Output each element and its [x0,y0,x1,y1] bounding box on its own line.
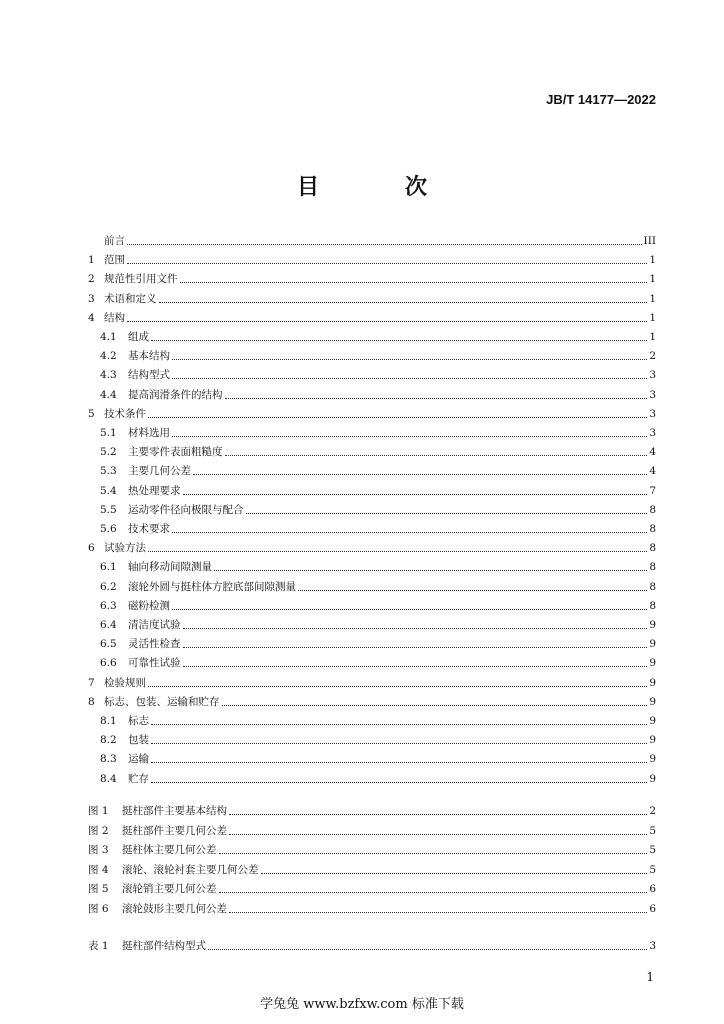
entry-number: 4 [88,311,95,324]
entry-page: 8 [649,561,656,574]
entry-page: 2 [649,805,656,817]
entry-page: 1 [649,311,656,324]
entry-number: 6.1 [100,561,117,574]
entry-page: 9 [649,638,656,651]
toc-entry[interactable] [88,691,656,709]
entry-page: 6 [649,903,656,915]
toc-entry[interactable] [100,633,656,651]
entry-page: 1 [649,254,656,267]
entry-label: 轴向移动间隙测量 [128,561,212,574]
dot-leader [172,531,647,533]
dot-leader [229,813,647,815]
entry-page: 2 [649,350,656,363]
figure-entry[interactable] [88,878,656,896]
toc-entry[interactable] [100,518,656,536]
entry-page: 3 [649,369,656,382]
dot-leader [151,742,647,744]
entry-page: 9 [649,695,656,708]
dot-leader [183,646,648,648]
entry-label: 运动零件径向极限与配合 [128,503,244,516]
entry-label: 挺柱体主要几何公差 [122,844,217,857]
entry-number: 6.3 [100,599,117,612]
entry-page: 9 [649,772,656,785]
entry-page: 9 [649,676,656,689]
dot-leader [159,301,648,303]
entry-number: 8.2 [100,734,117,747]
entry-number: 图 1 [88,805,109,817]
toc-entry[interactable] [100,326,656,344]
entry-number: 6.5 [100,638,117,651]
toc-entry[interactable] [100,499,656,517]
toc-entry[interactable] [88,403,656,421]
entry-label: 清洁度试验 [128,619,181,631]
entry-number: 4.2 [100,350,117,363]
dot-leader [151,723,647,725]
dot-leader [127,262,647,264]
entry-label: 基本结构 [128,350,170,363]
entry-label: 结构型式 [128,369,170,382]
entry-page: 1 [649,292,656,305]
toc-entry[interactable] [100,576,656,594]
toc-entry[interactable] [100,614,656,632]
entry-number: 3 [88,292,95,305]
entry-page: 8 [649,503,656,516]
entry-label: 材料选用 [128,427,170,439]
figure-entry[interactable] [88,839,656,857]
entry-label: 挺柱部件主要几何公差 [122,824,227,837]
dot-leader [183,493,648,495]
entry-number: 图 3 [88,844,109,857]
entry-number: 6.2 [100,580,117,593]
toc-entry[interactable] [100,768,656,786]
entry-page: 8 [649,542,656,555]
entry-page: 3 [649,388,656,401]
entry-number: 5.6 [100,523,117,535]
entry-label: 贮存 [128,772,149,785]
figure-entry[interactable] [88,859,656,877]
entry-label: 前言 [104,235,125,247]
entry-page: 9 [649,657,656,670]
entry-number: 图 4 [88,863,109,876]
entry-page: 6 [649,883,656,896]
entry-page: 8 [649,599,656,612]
entry-page: 8 [649,580,656,593]
dot-leader [180,281,648,283]
dot-leader [193,473,647,475]
toc-entry[interactable] [100,422,656,440]
entry-number: 8 [88,695,95,708]
entry-page: 9 [649,619,656,631]
entry-page: 8 [649,523,656,535]
toc-entry[interactable] [100,652,656,670]
entry-number: 图 6 [88,903,109,915]
dot-leader [172,435,647,437]
entry-number: 图 2 [88,824,109,837]
toc-entry[interactable] [88,288,656,306]
table-entry[interactable] [88,935,656,953]
entry-number: 7 [88,676,95,689]
entry-number: 表 1 [88,940,109,952]
toc-entry[interactable] [88,307,656,325]
entry-page: 7 [649,484,656,497]
entry-number: 5 [88,407,95,420]
entry-number: 5.4 [100,484,117,497]
entry-label: 滚轮销主要几何公差 [122,883,217,896]
entry-label: 挺柱部件结构型式 [122,940,206,952]
toc-entry[interactable] [100,460,656,478]
entry-number: 6.6 [100,657,117,670]
dot-leader [225,397,648,399]
entry-page: 9 [649,715,656,727]
dot-leader [151,761,647,763]
entry-number: 1 [88,254,95,267]
toc-entry[interactable] [100,710,656,728]
entry-label: 挺柱部件主要基本结构 [122,805,227,817]
dot-leader [222,704,648,706]
dot-leader [172,608,647,610]
entry-page: 4 [649,465,656,478]
entry-page: 4 [649,446,656,459]
entry-number: 6 [88,542,95,555]
entry-label: 主要零件表面粗糙度 [128,446,223,459]
entry-label: 可靠性试验 [128,657,181,670]
entry-number: 4.4 [100,388,117,401]
entry-number: 8.1 [100,715,117,727]
entry-number: 4.3 [100,369,117,382]
toc-entry[interactable] [100,556,656,574]
dot-leader [148,550,647,552]
dot-leader [219,891,648,893]
dot-leader [208,948,647,950]
standard-number: JB/T 14177—2022 [546,92,656,107]
entry-page: 3 [649,940,656,952]
entry-label: 滚轮外圆与挺柱体方腔底部间隙测量 [128,580,296,593]
entry-label: 术语和定义 [104,292,157,305]
toc-entry[interactable] [100,345,656,363]
dot-leader [172,358,647,360]
dot-leader [151,781,647,783]
entry-label: 磁粉检测 [128,599,170,612]
figure-entry[interactable] [88,800,656,818]
page-title: 目 次 [296,174,459,200]
entry-page: 5 [649,844,656,857]
entry-page: 3 [649,427,656,439]
entry-label: 范围 [104,254,125,267]
entry-number: 5.3 [100,465,117,478]
entry-label: 组成 [128,331,149,343]
footer-watermark: 学兔兔 www.bzfxw.com 标准下载 [260,997,464,1012]
dot-leader [151,339,647,341]
entry-label: 结构 [104,311,125,324]
dot-leader [172,377,647,379]
figure-entry[interactable] [88,898,656,916]
entry-label: 技术条件 [104,407,146,420]
dot-leader [229,911,647,913]
dot-leader [148,416,647,418]
entry-number: 5.2 [100,446,117,459]
toc-entry[interactable] [100,441,656,459]
entry-label: 滚轮鼓形主要几何公差 [122,903,227,915]
entry-label: 技术要求 [128,523,170,535]
toc-entry[interactable] [100,364,656,382]
dot-leader [229,833,647,835]
entry-label: 运输 [128,753,149,766]
entry-page: 9 [649,734,656,747]
entry-page: 1 [649,331,656,343]
entry-page: 1 [649,273,656,286]
dot-leader [183,627,648,629]
entry-number: 5.5 [100,503,117,516]
toc-entry[interactable] [100,384,656,402]
entry-page: 3 [649,407,656,420]
dot-leader [246,512,648,514]
entry-label: 规范性引用文件 [104,273,178,286]
toc-entry[interactable] [100,480,656,498]
entry-page: 9 [649,753,656,766]
entry-number: 4.1 [100,331,117,343]
entry-label: 灵活性检查 [128,638,181,651]
dot-leader [225,454,648,456]
toc-entry[interactable] [100,729,656,747]
entry-page: 5 [649,824,656,837]
dot-leader [127,243,642,245]
entry-number: 图 5 [88,883,109,896]
entry-number: 6.4 [100,619,117,631]
entry-number: 8.4 [100,772,117,785]
toc-entry[interactable] [100,748,656,766]
dot-leader [127,320,647,322]
entry-label: 滚轮、滚轮衬套主要几何公差 [122,863,259,876]
dot-leader [183,665,648,667]
entry-label: 试验方法 [104,542,146,555]
entry-label: 包装 [128,734,149,747]
dot-leader [298,589,647,591]
toc-entry[interactable] [100,595,656,613]
toc-entry[interactable] [88,672,656,690]
dot-leader [219,852,648,854]
dot-leader [148,685,647,687]
entry-number: 2 [88,273,95,286]
entry-number: 8.3 [100,753,117,766]
dot-leader [261,872,648,874]
entry-label: 检验规则 [104,676,146,689]
entry-label: 提高润滑条件的结构 [128,388,223,401]
entry-page: III [643,235,656,247]
toc-entry[interactable] [88,249,656,267]
toc-entry[interactable] [88,268,656,286]
entry-page: 5 [649,863,656,876]
entry-label: 标志 [128,715,149,727]
entry-number: 5.1 [100,427,117,439]
entry-label: 主要几何公差 [128,465,191,478]
entry-label: 热处理要求 [128,484,181,497]
toc-entry[interactable] [88,230,656,248]
figure-entry[interactable] [88,820,656,838]
dot-leader [214,569,647,571]
toc-entry[interactable] [88,537,656,555]
entry-label: 标志、包装、运输和贮存 [104,695,220,708]
page-number: 1 [646,970,654,984]
